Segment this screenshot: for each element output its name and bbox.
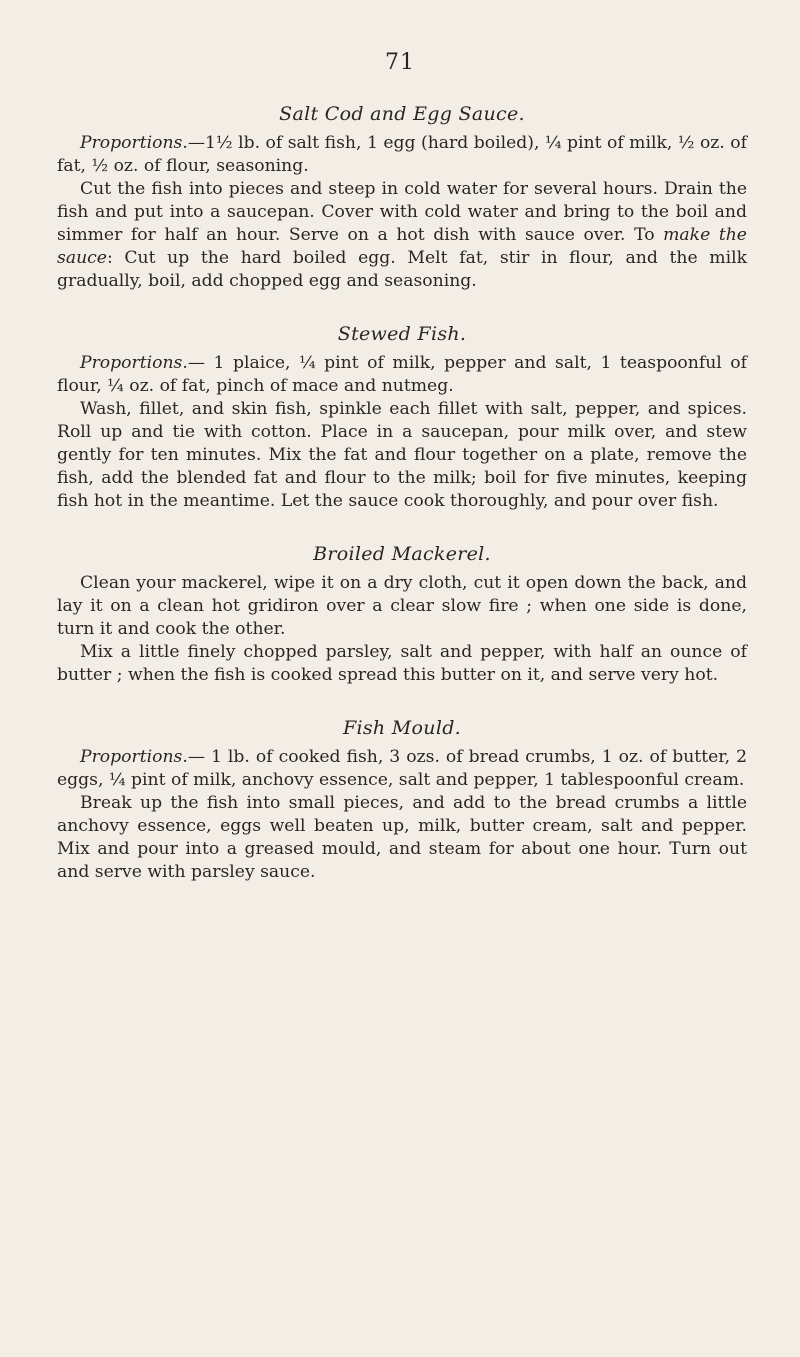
method-emphasis: make the sauce [57,225,747,268]
recipe-stewed-fish [57,323,747,513]
method-paragraph: Clean your mackerel, wipe it on a dry cloth, cut it open down the back, and lay it on a clean hot gridiron over a clear slow fire ; when one side is done, turn it and cook the other. [57,573,747,639]
method-text-end: : Cut up the hard boiled egg. Melt fat, stir in flour, and the milk gradually, boil, add chopped egg and seasoning. [57,248,747,291]
page-number: 71 [385,50,415,75]
recipe-title: Broiled Mackerel. [313,543,491,565]
method-paragraph: Break up the fish into small pieces, and add to the bread crumbs a little anchovy essence, eggs well beaten up, milk, butter cream, salt and pepper. Mix and pour into a greased mould, and steam for about one hour. Turn out and serve with parsley sauce. [57,793,747,882]
recipe-broiled-mackerel [57,543,747,687]
proportions-label: Proportions. [80,747,188,767]
recipe-body [57,352,747,513]
proportions-text: — 1 plaice, ¼ pint of milk, pepper and salt, 1 teaspoonful of flour, ¼ oz. of fat, pinch of mace and nutmeg. [57,353,747,396]
recipe-salt-cod-and-egg-sauce [57,103,747,293]
method-text: Cut the fish into pieces and steep in cold water for several hours. Drain the fish and put into a saucepan. Cover with cold water and bring to the boil and simmer for half an hour. Serve on a hot dish with sauce over. To [57,179,747,245]
proportions-label: Proportions. [80,133,188,153]
recipe-body [57,746,747,884]
recipe-body [57,572,747,687]
recipe-fish-mould [57,717,747,884]
page-content [57,103,747,914]
recipe-title: Fish Mould. [343,717,461,739]
proportions-paragraph [57,352,747,398]
recipe-title: Salt Cod and Egg Sauce. [279,103,525,125]
proportions-text: — 1 lb. of cooked fish, 3 ozs. of bread crumbs, 1 oz. of butter, 2 eggs, ¼ pint of milk, anchovy essence, salt and pepper, 1 tablespoonful cream. [57,747,747,790]
method-paragraph: Mix a little finely chopped parsley, salt and pepper, with half an ounce of butter ; when the fish is cooked spread this butter on it, and serve very hot. [57,642,747,685]
method-paragraph: Wash, fillet, and skin fish, spinkle each fillet with salt, pepper, and spices. Roll up and tie with cotton. Place in a saucepan, pour milk over, and stew gently for ten minutes. Mix the fat and flour together on a plate, remove the fish, add the blended fat and flour to the milk; boil for five minutes, keeping fish hot in the meantime. Let the sauce cook thoroughly, and pour over fish. [57,399,747,511]
method-paragraph [57,178,747,293]
proportions-paragraph [57,746,747,792]
proportions-paragraph [57,132,747,178]
proportions-text: —1½ lb. of salt fish, 1 egg (hard boiled), ¼ pint of milk, ½ oz. of fat, ½ oz. of flour, seasoning. [57,133,747,176]
proportions-label: Proportions. [80,353,188,373]
recipe-title: Stewed Fish. [337,323,467,345]
recipe-body [57,132,747,293]
